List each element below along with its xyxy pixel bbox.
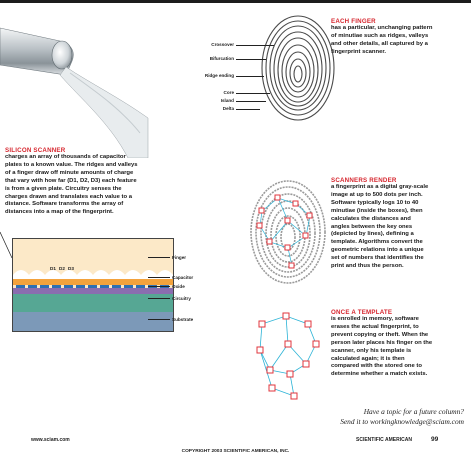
- scanners-render-line: minutiae (inside the boxes), then: [331, 207, 423, 214]
- callout-crossover: Crossover: [211, 42, 234, 47]
- once-template-line: erases the actual fingerprint, to: [331, 323, 419, 330]
- scanners-render-line: a fingerprint as a digital gray-scale: [331, 184, 429, 190]
- each-finger-line: has a particular, unchanging pattern: [331, 25, 433, 31]
- once-template-heading: ONCE A TEMPLATE: [331, 309, 393, 316]
- leader-line: [148, 319, 170, 320]
- silicon-scanner-line: charges drawn and translates each value to a: [5, 193, 133, 200]
- once-template-line: person later places his finger on the: [331, 339, 433, 346]
- footer-page-number: 99: [431, 436, 439, 443]
- silicon-scanner-line: is from a given plate. Circuitry senses the: [5, 185, 122, 192]
- callout-core: Core: [223, 90, 234, 95]
- leader-line: [236, 76, 264, 77]
- d3-label: D3: [68, 266, 74, 271]
- scanners-render-line: geometric relations into a unique: [331, 247, 424, 254]
- leader-line: [236, 93, 270, 94]
- leader-line: [236, 59, 266, 60]
- silicon-scanner-line: distances into a map of the fingerprint.: [5, 209, 114, 216]
- leader-line: [148, 277, 170, 278]
- leader-line: [148, 286, 170, 287]
- footer-url: www.sciam.com: [31, 437, 70, 443]
- once-template-line: determine whether a match exists.: [331, 371, 428, 378]
- once-template-section: [331, 309, 467, 379]
- footer-magazine-name: SCIENTIFIC AMERICAN: [356, 437, 412, 443]
- note-line: Send it to workingknowledge@sciam.com: [340, 416, 464, 426]
- silicon-scanner-section: [5, 147, 185, 217]
- silicon-scanner-line: charges an array of thousands of capacitor: [5, 154, 126, 160]
- circuitry-label: Circuitry: [172, 296, 191, 301]
- d2-label: D2: [59, 266, 65, 271]
- once-template-line: calculated again; it is then: [331, 355, 405, 362]
- leader-line: [236, 45, 274, 46]
- scanners-render-heading: SCANNERS RENDER: [331, 177, 397, 184]
- leader-line: [148, 298, 170, 299]
- fingerprint-minutiae-image: [258, 8, 338, 123]
- silicon-scanner-line: distance. Software transforms the array of: [5, 201, 124, 208]
- fingerprint-template-graph: [250, 312, 330, 407]
- d1-label: D1: [50, 266, 56, 271]
- silicon-scanner-line: that vary with how far (D1, D2, D3) each feature: [5, 177, 137, 184]
- grayscale-fingerprint-image: [248, 176, 328, 286]
- once-template-line: scanner, only his template is: [331, 347, 412, 354]
- leader-line: [236, 101, 266, 102]
- each-finger-line: fingerprint scanner.: [331, 48, 386, 55]
- each-finger-line: and other details, all captured by a: [331, 40, 428, 47]
- each-finger-line: of minutiae such as ridges, valleys: [331, 32, 429, 39]
- note-line: Have a topic for a future column?: [363, 407, 464, 416]
- oxide-label: Oxide: [172, 284, 185, 289]
- capacitor-label: Capacitor: [172, 275, 194, 280]
- once-template-line: is enrolled in memory, software: [331, 316, 419, 322]
- silicon-scanner-line: plates to a known value. The ridges and valleys: [5, 161, 138, 168]
- leader-line: [236, 109, 260, 110]
- scanners-render-line: template. Algorithms convert the: [331, 239, 423, 246]
- silicon-scanner-heading: SILICON SCANNER: [5, 147, 66, 154]
- callout-island: Island: [220, 98, 234, 103]
- leader-line: [148, 257, 170, 258]
- scanners-render-line: set of numbers that identifies the: [331, 255, 424, 262]
- silicon-scanner-line: of a finger draw off minute amounts of charge: [5, 169, 134, 176]
- scanners-render-line: print and thus the person.: [331, 263, 404, 270]
- scanners-render-section: [331, 177, 467, 271]
- each-finger-heading: EACH FINGER: [331, 18, 376, 25]
- footer-copyright: COPYRIGHT 2003 SCIENTIFIC AMERICAN, INC.: [181, 449, 290, 454]
- submission-note: [270, 407, 464, 426]
- callout-bifurcation: Bifurcation: [209, 56, 234, 61]
- scanners-render-line: angles between the key ones: [331, 223, 413, 230]
- finger-label: Finger: [172, 255, 187, 260]
- callout-ridge-ending: Ridge ending: [204, 73, 234, 78]
- scanner-device-illustration: [0, 3, 150, 158]
- substrate-label: Substrate: [172, 317, 194, 322]
- scanners-render-line: (depicted by lines), defining a: [331, 231, 414, 238]
- callout-delta: Delta: [222, 106, 234, 111]
- scanners-render-line: Software typically logs 10 to 40: [331, 199, 419, 206]
- once-template-line: compared with the stored one to: [331, 363, 422, 370]
- diagram-labels: [148, 255, 210, 325]
- each-finger-section: [331, 18, 467, 57]
- scanners-render-line: image at up to 500 dots per inch.: [331, 191, 423, 198]
- scanners-render-line: calculates the distances and: [331, 215, 411, 222]
- once-template-line: prevent copying or theft. When the: [331, 331, 429, 338]
